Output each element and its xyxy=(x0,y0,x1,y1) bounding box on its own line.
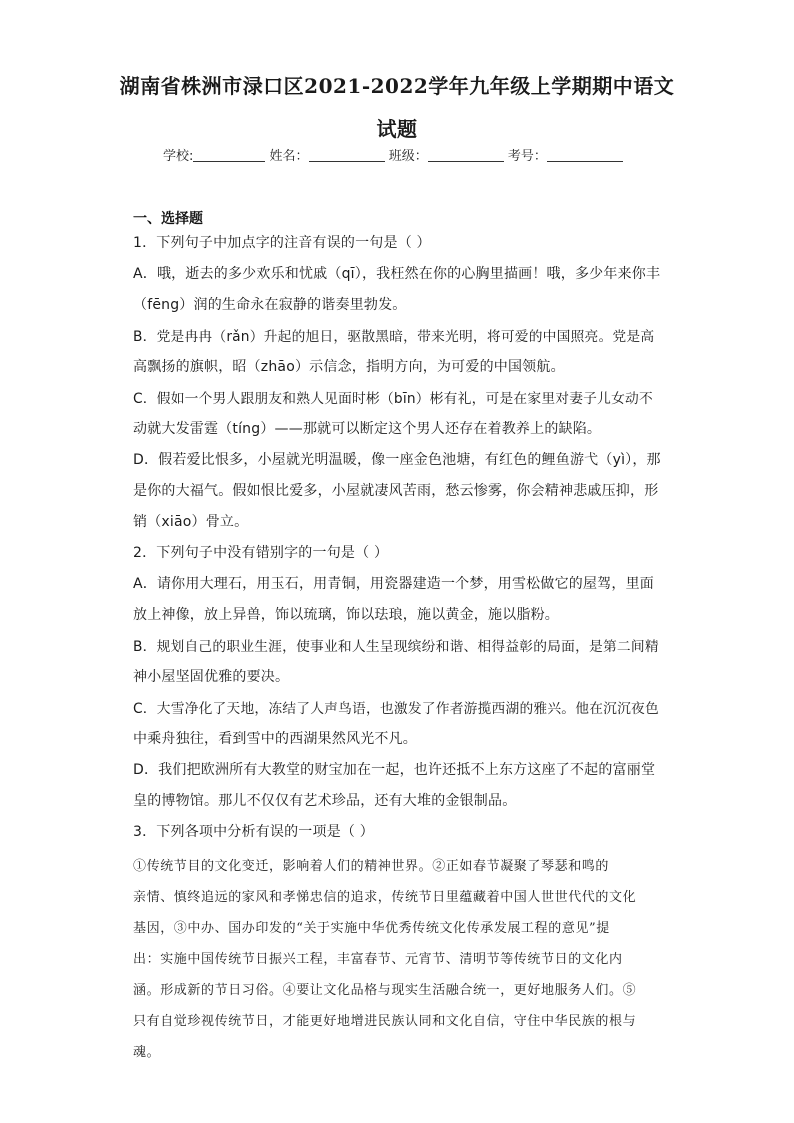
question-1-option-b-line2: 高飘扬的旗帜，昭（zhāo）示信念，指明方向，为可爱的中国领航。 xyxy=(133,359,565,375)
school-blank xyxy=(193,147,265,162)
question-2-option-a-line2: 放上神像，放上异兽，饰以琉璃，饰以珐琅，施以黄金，施以脂粉。 xyxy=(133,607,559,623)
question-1-option-b-line1: B．党是冉冉（rǎn）升起的旭日，驱散黑暗，带来光明，将可爱的中国照亮。党是高 xyxy=(133,329,655,345)
question-1-option-c-line2: 动就大发雷霆（tíng）——那就可以断定这个男人还存在着教养上的缺陷。 xyxy=(133,421,602,437)
name-label: 姓名： xyxy=(269,149,309,164)
question-3-passage-line4: 出：实施中国传统节日振兴工程，丰富春节、元宵节、清明节等传统节日的文化内 xyxy=(133,952,623,967)
section-heading: 一、选择题 xyxy=(133,211,203,227)
question-1-option-a-line2: （fēng）润的生命永在寂静的谐奏里勃发。 xyxy=(133,297,407,313)
question-2-stem: 2．下列句子中没有错别字的一句是（ ） xyxy=(133,545,389,561)
question-3-passage-line5: 涵。形成新的节日习俗。④要让文化品格与现实生活融合统一，更好地服务人们。⑤ xyxy=(133,983,637,998)
question-2-option-b-line1: B．规划自己的职业生涯，使事业和人生呈现缤纷和谐、相得益彰的局面，是第二间精 xyxy=(133,639,659,655)
question-1-option-c-line1: C．假如一个男人跟朋友和熟人见面时彬（bīn）彬有礼，可是在家里对妻子儿女动不 xyxy=(133,391,653,407)
question-3-passage-line6: 只有自觉珍视传统节日，才能更好地增进民族认同和文化自信，守住中华民族的根与 xyxy=(133,1014,637,1029)
question-1-stem: 1．下列句子中加点字的注音有误的一句是（ ） xyxy=(133,235,431,251)
question-2-option-c-line1: C．大雪净化了天地，冻结了人声鸟语，也激发了作者游揽西湖的雅兴。他在沉沉夜色 xyxy=(133,701,659,717)
question-3-stem: 3．下列各项中分析有误的一项是（ ） xyxy=(133,824,374,840)
exam-title-line2: 试题 xyxy=(376,117,418,141)
question-3-passage-line7: 魂。 xyxy=(133,1045,161,1060)
question-2-option-c-line2: 中乘舟独往，看到雪中的西湖果然风光不凡。 xyxy=(133,731,417,747)
exam-title-line1: 湖南省株洲市渌口区2021-2022学年九年级上学期期中语文 xyxy=(119,74,675,98)
question-1-option-d-line1: D．假若爱比恨多，小屋就光明温暖，像一座金色池塘，有红色的鲤鱼游弋（yì），那 xyxy=(133,452,661,468)
student-info-row xyxy=(163,145,623,164)
class-label: 班级： xyxy=(388,149,428,164)
class-blank xyxy=(428,147,504,162)
question-2-option-b-line2: 神小屋坚固优雅的要决。 xyxy=(133,669,290,685)
question-3-passage-line2: 亲情、慎终追远的家风和孝悌忠信的追求，传统节日里蕴藏着中国人世世代代的文化 xyxy=(133,890,637,905)
question-3-passage-line3: 基因，③中办、国办印发的“关于实施中华优秀传统文化传承发展工程的意见”提 xyxy=(133,921,610,936)
exam-number-label: 考号： xyxy=(507,149,547,164)
exam-number-blank xyxy=(547,147,623,162)
question-1-option-d-line3: 销（xiāo）骨立。 xyxy=(133,514,249,530)
question-3-passage-line1: ①传统节目的文化变迁，影响着人们的精神世界。②正如春节凝聚了琴瑟和鸣的 xyxy=(133,859,610,874)
name-blank xyxy=(309,147,385,162)
question-1-option-a-line1: A．哦，逝去的多少欢乐和忧戚（qī），我枉然在你的心胸里描画！哦，多少年来你丰 xyxy=(133,266,661,282)
question-2-option-a-line1: A．请你用大理石，用玉石，用青铜，用瓷器建造一个梦，用雪松做它的屋驾，里面 xyxy=(133,576,654,592)
question-2-option-d-line2: 皇的博物馆。那儿不仅仅有艺术珍品，还有大堆的金银制品。 xyxy=(133,793,517,809)
question-1-option-d-line2: 是你的大福气。假如恨比爱多，小屋就凄风苦雨，愁云惨雾，你会精神悲戚压抑，形 xyxy=(133,483,659,499)
question-2-option-d-line1: D．我们把欧洲所有大教堂的财宝加在一起，也许还抵不上东方这座了不起的富丽堂 xyxy=(133,762,656,778)
school-label: 学校: xyxy=(163,149,194,164)
